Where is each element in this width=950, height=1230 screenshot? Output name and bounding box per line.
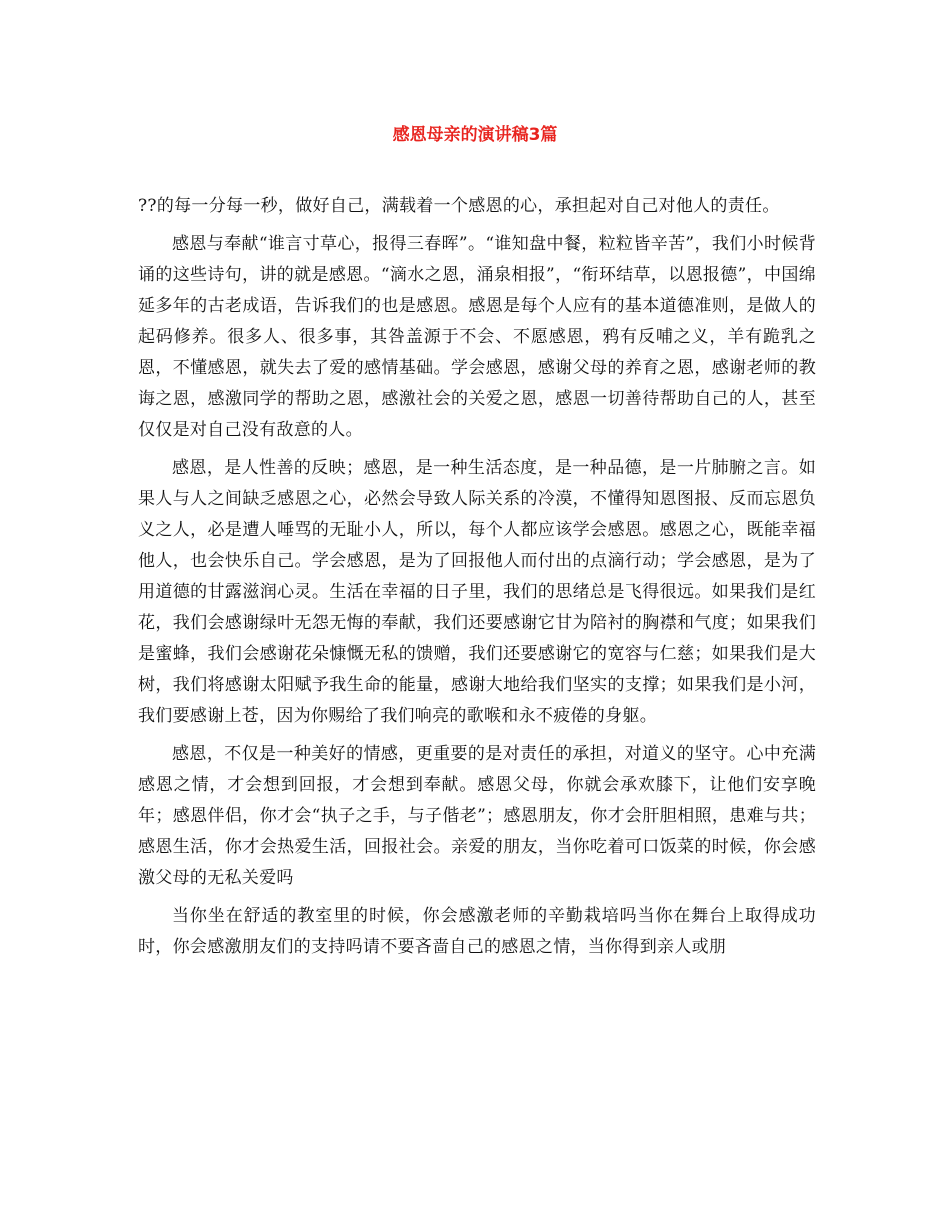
paragraph: 感恩，不仅是一种美好的情感，更重要的是对责任的承担，对道义的坚守。心中充满感恩之情，才会想到回报，才会想到奉献。感恩父母，你就会承欢膝下，让他们安享晚年；感恩伴侣，你才会“执子之手，与子偕老”；感恩朋友，你才会肝胆相照，患难与共；感恩生活，你才会热爱生活，回报社会。亲爱的朋友，当你吃着可口饭菜的时候，你会感激父母的无私关爱吗 [138,744,816,888]
paragraph: 感恩与奉献“谁言寸草心，报得三春晖”。“谁知盘中餐，粒粒皆辛苦”，我们小时候背诵的这些诗句，讲的就是感恩。“滴水之恩，涌泉相报”，“衔环结草，以恩报德”，中国绵延多年的古老成语，告诉我们的也是感恩。感恩是每个人应有的基本道德准则，是做人的起码修养。很多人、很多事，其咎盖源于不会、不愿感恩，鸦有反哺之义，羊有跪乳之恩，不懂感恩，就失去了爱的感情基础。学会感恩，感谢父母的养育之恩，感谢老师的教诲之恩，感激同学的帮助之恩，感激社会的关爱之恩，感恩一切善待帮助自己的人，甚至仅仅是对自己没有敌意的人。 [138,234,816,440]
document-body [138,191,816,970]
paragraph: 感恩，是人性善的反映；感恩，是一种生活态度，是一种品德，是一片肺腑之言。如果人与人之间缺乏感恩之心，必然会导致人际关系的冷漠，不懂得知恩图报、反而忘恩负义之人，必是遭人唾骂的无耻小人，所以，每个人都应该学会感恩。感恩之心，既能幸福他人，也会快乐自己。学会感恩，是为了回报他人而付出的点滴行动；学会感恩，是为了用道德的甘露滋润心灵。生活在幸福的日子里，我们的思绪总是飞得很远。如果我们是红花，我们会感谢绿叶无怨无悔的奉献，我们还要感谢它甘为陪衬的胸襟和气度；如果我们是蜜蜂，我们会感谢花朵慷慨无私的馈赠，我们还要感谢它的宽容与仁慈；如果我们是大树，我们将感谢太阳赋予我生命的能量，感谢大地给我们坚实的支撑；如果我们是小河，我们要感谢上苍，因为你赐给了我们响亮的歌喉和永不疲倦的身躯。 [138,458,816,726]
document-title: 感恩母亲的演讲稿3篇 [392,125,558,145]
paragraph: ??的每一分每一秒，做好自己，满载着一个感恩的心，承担起对自己对他人的责任。 [138,196,780,216]
paragraph: 当你坐在舒适的教室里的时候，你会感激老师的辛勤栽培吗当你在舞台上取得成功时，你会感激朋友们的支持吗请不要吝啬自己的感恩之情，当你得到亲人或朋 [138,906,816,957]
